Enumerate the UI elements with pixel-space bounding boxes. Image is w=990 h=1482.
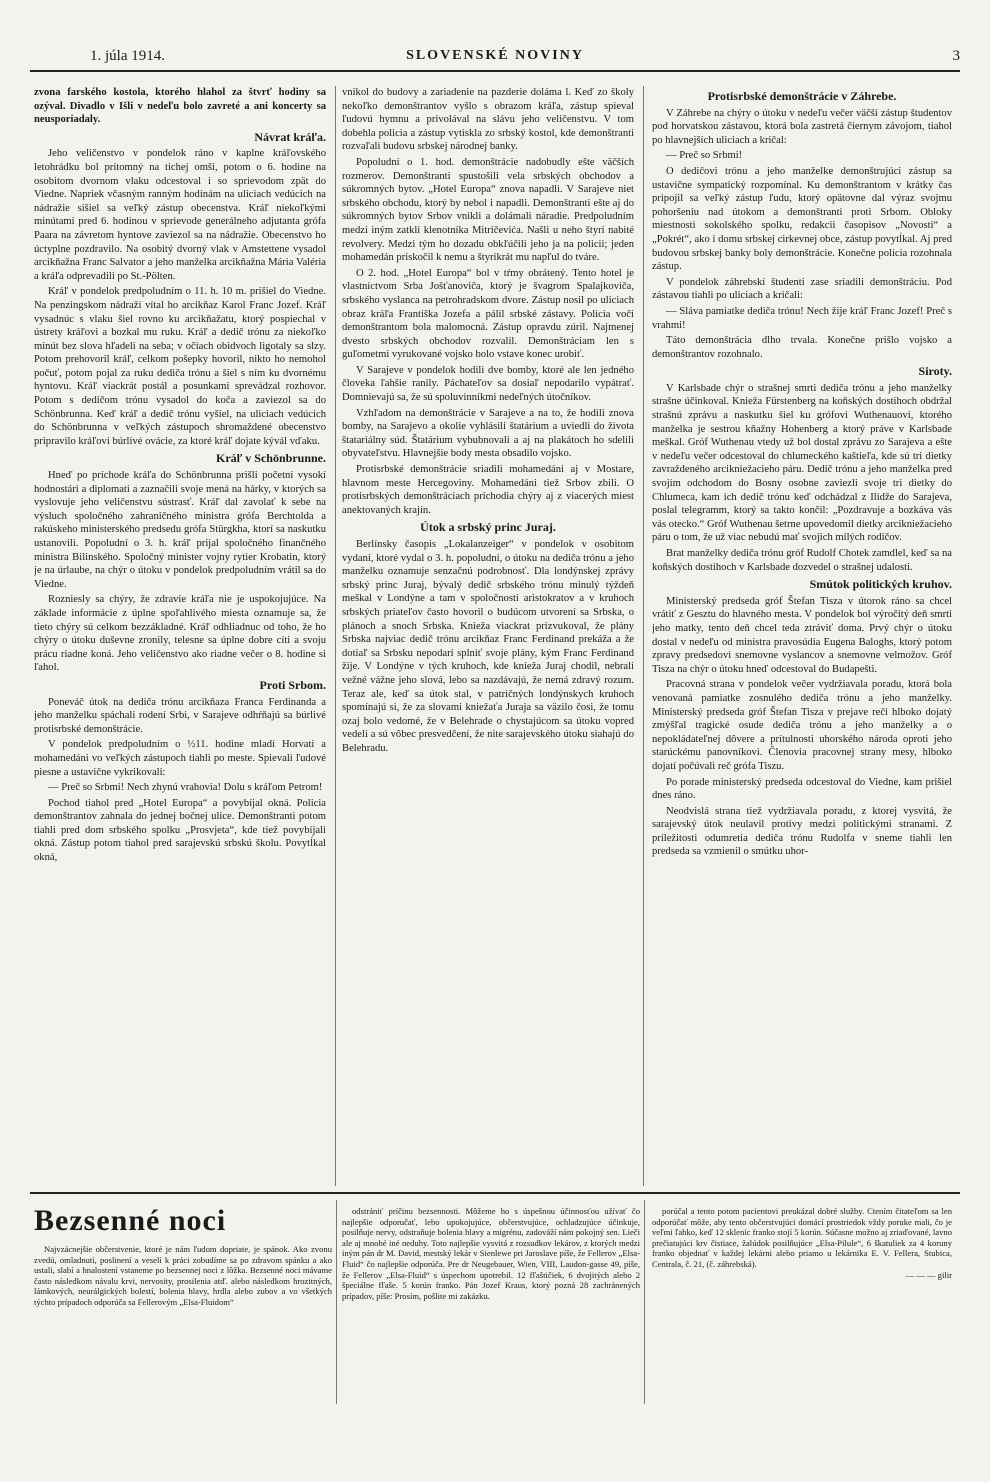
article-paragraph: Berlínsky časopis „Lokalanzeiger“ v pondelok v osobitom vydaní, ktoré vydal o 3. h. popoludní, o útoku na dediča trónu a jeho manželku oznamuje senzačnú podrobnosť. Dla londýnskej zprávy srbský princ Juraj, bývalý dedič srbského trónu minulý týždeň meškal v Londýne a tam v spoločnosti aristokratov a v kruhoch srbských priateľov často hovoril o budúcom utvorení sa Srbska, o plánoch a snoch Srbska. Knieža viackrat prízvukoval, že plány Srbska najviac dedič trónu arcikňaz Franc Ferdinand prekáža a že dotiaľ sa Srbsku nepodarí splniť svoje plány, kým Franc Ferdinand žije. V Londýne v tých kruhoch, kde knieža Juraj chodil, nebrali vežné vážne jeho slová, lebo sa nazdávajú, že nemá zdravý rozum. Teraz ale, keď sa útok stal, v patričných londýnskych kruhoch spomínajú si, že za slovami kniežaťa Juraja sa väzilo čosi, že tomu ozaj bolo vedomé, že v Belehrade o chystajúcom sa útoku vopred vedeli a sú vôbec presvedčení, že nite sarajevského útoku siahajú do Belehradu. (342, 539, 634, 754)
section-heading: Kráľ v Schönbrunne. (216, 451, 326, 466)
column-rule (336, 1200, 337, 1404)
advertisement-paragraph: porúčal a tento potom pacientovi preukázal dobré služby. Ctením čitateľom sa len odporúčať môže, aby tento občerstvujúci domácí prostriedok vždy poruke mali, čo je veľmi ľahko, keď 12 skleníc franko stojí 5 korún. Súčasne možno aj zriaďované, lavno prečiatujúci krv čistiace, žalúdok posilňujúce „Elsa-Pilule“, 6 škatuliek za 4 koruny franko objednať v každej lekárni alebo priamo u lekárnika E. V. Fellera, Stubica, Centrala, č. 21, (č. záhrebská). (652, 1206, 952, 1269)
section-heading: Proti Srbom. (259, 677, 326, 692)
article-paragraph: Vzhľadom na demonštrácie v Sarajeve a na to, že hodili znova bomby, na Sarajevo a okolie vyhlásili štatárium a uviedli do života štatariálny súd. Štatárium vybubnovali a aj na plakátoch ho sdelili obyvateľstvu. Hlavnejšie body mesta obsadilo vojsko. (342, 407, 634, 460)
column-2 (342, 86, 634, 1186)
section-heading: Protisrbské demonštrácie v Záhrebe. (707, 89, 897, 103)
masthead (30, 46, 960, 72)
column-rule (335, 86, 336, 1186)
page-number: 3 (952, 48, 960, 64)
advertisement-text (342, 1206, 640, 1406)
article-paragraph: Neodvislá strana tiež vydržiavala poradu, z ktorej vysvitá, že sarajevský útok neulavil protivy medzi politickými stranami. Z príležitosti odumretia dediča trónu Rudolfa v sneme tiahli len predseda sa vzmienil o smútku uhor- (652, 805, 952, 858)
article-paragraph: vnikol do budovy a zariadenie na pazderie doláma l. Keď zo školy nekoľko demonštrantov vyšlo s obrazom kráľa, zástup spieval ľudovú hymnu a privolával na slávu jeho veličenstvu. V tom dobehla policia a zástup vytiskla zo srbský kostol, kde demonštranti rozvaľali budovu srbskej národnej banky. (342, 87, 634, 153)
article-paragraph: — Sláva pamiatke dediča trónu! Nech žije kráľ Franc Jozef! Preč s vrahmi! (652, 305, 952, 331)
section-heading: Útok a srbský princ Juraj. (420, 520, 556, 535)
advertisement-text (652, 1206, 952, 1406)
article-paragraph: Protisrbské demonštrácie sriadili mohamedáni aj v Mostare, hlavnom meste Hercegoviny. Mohamedáni tiež Srbov zbili. O protisrbských demonštráciach prichodia chýry aj z viacerých miest anektovaných krajín. (342, 464, 634, 516)
article-paragraph: Jeho veličenstvo v pondelok ráno v kaplne kráľovského letohrádku bol prítomný na tichej omši, potom o 6. hodine na osobitom dvornom vlaku odcestoval i so sprievodom zpät do Viedne. Napriek včasným ranným hodinám na uliciach vedúcich na nádražie sišiel sa veľký zástup obecenstva. Kráľ niekoľkými minútami pred 6. hodinou v sprievode generálneho adjutanta grófa Paara na závretom hyntove zaviezol sa na nádražie. Obecenstvo ho úctyplne pozdravilo. Na osobitý dvorný vlak v Amstettene vysadol arcikňažna Franc Salvator a jeho manželka arcikňažna Mária Valéria a kráľa odprevadili po St.-Pölten. (34, 148, 326, 282)
article-paragraph: Popoludní o 1. hod. demonštrácie nadobudly ešte väčších rozmerov. Demonštranti spustošili vela srbských obchodov a súkromných bytov. „Hotel Europa“ znova napadli. V Sarajeve niet srbského obchodu, ktorý by nebol i napadli. Demonštranti ešte aj do súkromných bytov Srbov vnikli a dolámali náradie. Predpoludním medzi iným zatkli klenotníka Mitričevića. Našli u neho štyri nabité revolvery. Medzi tým ho dozadu obkľúčili jeho ja na policii; jeden mohamedán priskočil k nemu a štyrikrát mu napľul do tváre. (342, 156, 634, 264)
article-paragraph: — Preč so Srbmi! Nech zhynú vrahovia! Dolu s kráľom Petrom! (48, 782, 323, 794)
article-paragraph: V Sarajeve v pondelok hodili dve bomby, ktoré ale len jedného človeka ľahšie ranily. Páchateľov sa dosiaľ nepodarilo vypátrať. Domnievajú sa, že sú spoluvinníkmi nedeľných útočníkov. (342, 364, 634, 404)
advertisement-text (34, 1244, 332, 1404)
article-paragraph: zvona farského kostola, ktorého hlahol za štvrť hodiny sa ozýval. Divadlo v Išli v nedeľu bolo zavreté a ani koncerty sa neusporiadaly. (34, 87, 326, 126)
article-paragraph: Pochod tiahol pred „Hotel Europa“ a povybíjal okná. Policia demonštrantov zahnala do jednej bočnej ulice. Demonštranti potom tiahli pred dom srbského spolku „Prosvjeta“, kde tiež povybíjali okná. Zástup potom tiahol pred sarajevskú srbskú školu. Povytĺkal okná, (34, 797, 326, 864)
article-paragraph: Táto demonštrácia dlho trvala. Konečne prišlo vojsko a demonštrantov rozohnalo. (652, 335, 952, 360)
article-paragraph: V pondelok predpoludním o ½11. hodine mladí Horvati a mohamedáni vo veľkých zástupoch tiahli po meste. Spievali ľudové piesne a ustavične vykrikovali: (34, 739, 326, 778)
article-paragraph: Ministerský predseda gróf Štefan Tisza v útorok ráno sa chcel vrátiť z Gesztu do hlavného mesta. V pondelok bol výročitý deň smrti jeho matky, tento deň chcel teda ztráviť doma. Prvý chýr o útoku dostal v nedeľu od ministra pravosúdia Eugena Baloghs, ktorý potom zpravy predsedovi snemovne vyslancov a snemovne velmožov. Gróf Tisza na chýr o útoku hneď odcestoval do Budapešti. (652, 595, 952, 675)
column-3 (652, 86, 952, 1186)
article-paragraph: Rozniesly sa chýry, že zdravie kráľa nie je uspokojujúce. Na základe informácie z úplne spoľahlivého miesta oznamuje sa, že tieto chýry sú celkom bezzákladné. Kráľ odhliadnuc od toho, že ho chýry o útoku duševne zronily, telesne sa úplne dobre cíti a svoju prácu riadne koná. Jeho veličenstvo ako riadne večer o 8. hodine si ľahol. (34, 594, 326, 674)
section-heading: Smútok politických kruhov. (809, 577, 952, 592)
article-paragraph: Hneď po príchode kráľa do Schönbrunna prišli početní vysokí hodnostári a diplomati a zaznačili svoje mená na hárky, v ktorých sa vyslovuje jeho veličenstvu sústrasť. Kráľ dal zavolať k sebe na výsluch spoločného zahraničného ministra grófa Berchtolda a rakúskeho ministerského predsedu grófa Stürgkha, ktorí sa naskutku ustanovili. Popoludní o 3. h. kráľ prijal spoločného finančného ministra Bilinského. Spoločný minister vojny rytier Krobatin, ktorý je na úrlaube, na chýr o útoku v pondelok predpoludním vrátil sa do Viedne. (34, 470, 326, 590)
advertisement-paragraph: odstrániť príčinu bezsennosti. Môžeme ho s úspešnou účinnosťou užívať čo najlepšie odporučať, lebo upokojujúce, občerstvujúce, ochladzujúce účinkuje, posilňuje nervy, odstraňuje bolenia hlavy a migrénu, zadováží nám pokojný sen. Lieči ale aj mnohé iné neduhy. Toto najlepšie vysvitá z rozsudkov lekárov, z ktorých medzi iným pán dr M. David, mestský lekár v Sienlewe pri Jaroslave píše, že Fellerov „Elsa-Fluid“ čo najlepšie odporúča. Pre dr Neugebauer, Wien, VIII, Laudon-gasse 49, píše, že Fellerov „Elsa-Fluid“ s úspechom upotrebil. 12 fľaštičiek, 6 dvojitých alebo 2 špeciálne fľaše. 5 korún franko. Pán Jozef Kraus, ktorý pozná 28 zachránených prípadov, píše: Prosím, pošlite mi zakázku. (342, 1206, 640, 1301)
advertisement-paragraph: Najvzácnejšie občerstvenie, ktoré je nám ľudom dopriate, je spánok. Ako zvonu zvedú, omladnutí, poslinení a veselí k práci zobudíme sa po zdravom spánku a ako ustali, slabí a hnalostení vstaneme po bezsennej noci z lôžka. Bezsenné noci mávame často následkom návalu krvi, nervosity, prosilenia atď. alebo následkom hrozitných, lámkových, neurálgických bolestí, bolenia hlavy, hrdla alebo zubov a vo všetkých týchto prípadoch odporúča sa Fellerovým „Elsa-Fluidom“ (34, 1244, 332, 1307)
article-paragraph: O 2. hod. „Hotel Europa“ bol v tŕmy obrátený. Tento hotel je vlastníctvom Srba Jošťanoviča, ktorý je švagrom Spalajkoviča, srbského vyslanca na petrohradskom dvore. Zástup nosil po uliciach obraz kráľa Františka Jozefa a pálil srbské zástavy. Policia voči demonštrantom bola malomocná. Zástup opravdu zúril. Najmenej dvesto srbských obchodov rozvalil. Demonštráciam len s guľometmi vyrukované vojsko bolo vstave konec urobiť. (342, 267, 634, 361)
article-paragraph: V pondelok záhrebskí študenti zase sriadili demonštráciu. Pod zástavou tiahli po uliciach a kričali: (652, 276, 952, 302)
column-1 (34, 86, 326, 1186)
article-paragraph: Pracovná strana v pondelok večer vydržiavala poradu, ktorá bola venovaná pamiatke zosnulého dediča trónu a jeho manželky. Ministerský predseda gróf Štefan Tisza v prejave reči hlboko dojatý zmýšľal tragické osude dediča trónu a jeho manželky a o nepokládateľnej dôvere a prítulnosti uhorského národa oproti jeho starúckému panovníkovi. Členovia pracovnej strany mesy, hlboko dojatí počúvali reč grófa Tiszu. (652, 679, 952, 772)
advertisement-rule (30, 1192, 960, 1194)
article-paragraph: Brat manželky dediča trónu gróf Rudolf Chotek zamdlel, keď sa na koňských dostihoch v Karlsbade dozvedel o strašnej udalosti. (652, 548, 952, 573)
article-paragraph: O dedičovi trónu a jeho manželke demonštrujúci zástup sa ustavične sympatický rozpomínal. Ku demonštrantom v krátky čas pripojil sa veľký zástup ľudu, ktorý opätovne dal výraz svojmu pohoršeniu nad útokom a demonštranti proti Srbom. Obloky miestnosti sokolského spolku, redakcii časopisov „Novosti“ a „Pokrét“, ako i domu srbskej cirkevnej obce, zástup povytĺkal. Aj pred budovou srbskej banky boly demonštrácie. Konečne policia rozohnala zástup. (652, 165, 952, 273)
article-paragraph: Po porade ministerský predseda odcestoval do Viedne, kam prišiel dnes ráno. (652, 776, 952, 802)
section-heading: Siroty. (918, 364, 952, 379)
article-paragraph: V Záhrebe na chýry o útoku v nedeľu večer väčší zástup študentov pod horvatskou zástavou, ktorá bola zastretá čiernym závojom, tiahol po hlavnejších uliciach a kričal: (652, 107, 952, 146)
article-paragraph: Kráľ v pondelok predpoludním o 11. h. 10 m. prišiel do Viedne. Na penzingskom nádraží vítal ho arcikňaz Karol Franc Jozef. Kráľ vysadnúc s vlaku šiel rovno ku arcikňažatu, ktorý pospiechal v ústrety kráľovi a bozkal mu ruku. Kráľ a dedič trónu za niekoľko minút bez slova hľadeli na seba; v očiach obidvoch ligotaly sa slzy. Potom prehovoril kráľ, celkom pošepky hovoril, nikto ho nemohol počuť, potom pojal za ruku dediča trónu a šiel s ním ku dvornému hyntovu. Kráľ viackrát postál a posunkami sprevádzal rozhovor. Potom s dedičom trónu vysadol do koča a zaviezol sa do Schönbrunna. Keď kráľ a dedič trónu vyšiel, na uliciach vedúcich do Schönbrunna v veľkých zástupoch shromaždené obecenstvo pripravilo kráľovi búrlivé ovácie, za ktoré kráľ dojate kývál vďaku. (34, 286, 326, 447)
section-heading: Návrat kráľa. (254, 129, 326, 144)
article-paragraph: V Karlsbade chýr o strašnej smrti dediča trónu a jeho manželky strašne účinkoval. Knieža Fürstenberg na koňských dostihoch obdržal strašnú zprávu a naskutku šiel ku grófovi Wuthenauovi, ktorého manželka je sestrou kňažny Hohenberg a ktorý práve v Karlsbade meškal. Gróf Wuthenau vtedy už bol dostal zprávu zo Sarajeva a ešte v nedeľu večer odcestoval do chlumeckého kaštieľa, kde sú tri dietky zavraždeného arcikniežacieho páru. Dedič trónu a jeho manželka pred svojím odchodom do Bosny osobne zaviezli svoje tri dietky do Chlumeca, kam ich dedič trónu keď odchádzal z Ilidže do Sarajeva, poslal telegramm, ktorý sa takto končil: „Pozdravuje a bozkáva vás vás otecko.“ Gróf Wuthenau šetrne upovedomil dietky arcikniežacieho páru o tom, že už viac nebudú mať svojich milých rodičov. (652, 382, 952, 544)
article-paragraph: Poneváč útok na dediča trónu arcikňaza Franca Ferdinanda a jeho manželku spáchali rodení Srbi, v Sarajeve odhŕňajú sa búrlivé protisrbské demonštrácie. (34, 696, 326, 735)
article-paragraph: — Preč so Srbmi! (666, 150, 743, 162)
issue-date: 1. júla 1914. (90, 48, 165, 64)
column-rule (643, 86, 644, 1186)
advertisement-signature: — — — gilir (905, 1269, 952, 1280)
column-rule (644, 1200, 645, 1404)
newspaper-title: SLOVENSKÉ NOVINY (406, 48, 584, 63)
advertisement-title: Bezsenné noci (34, 1204, 227, 1237)
